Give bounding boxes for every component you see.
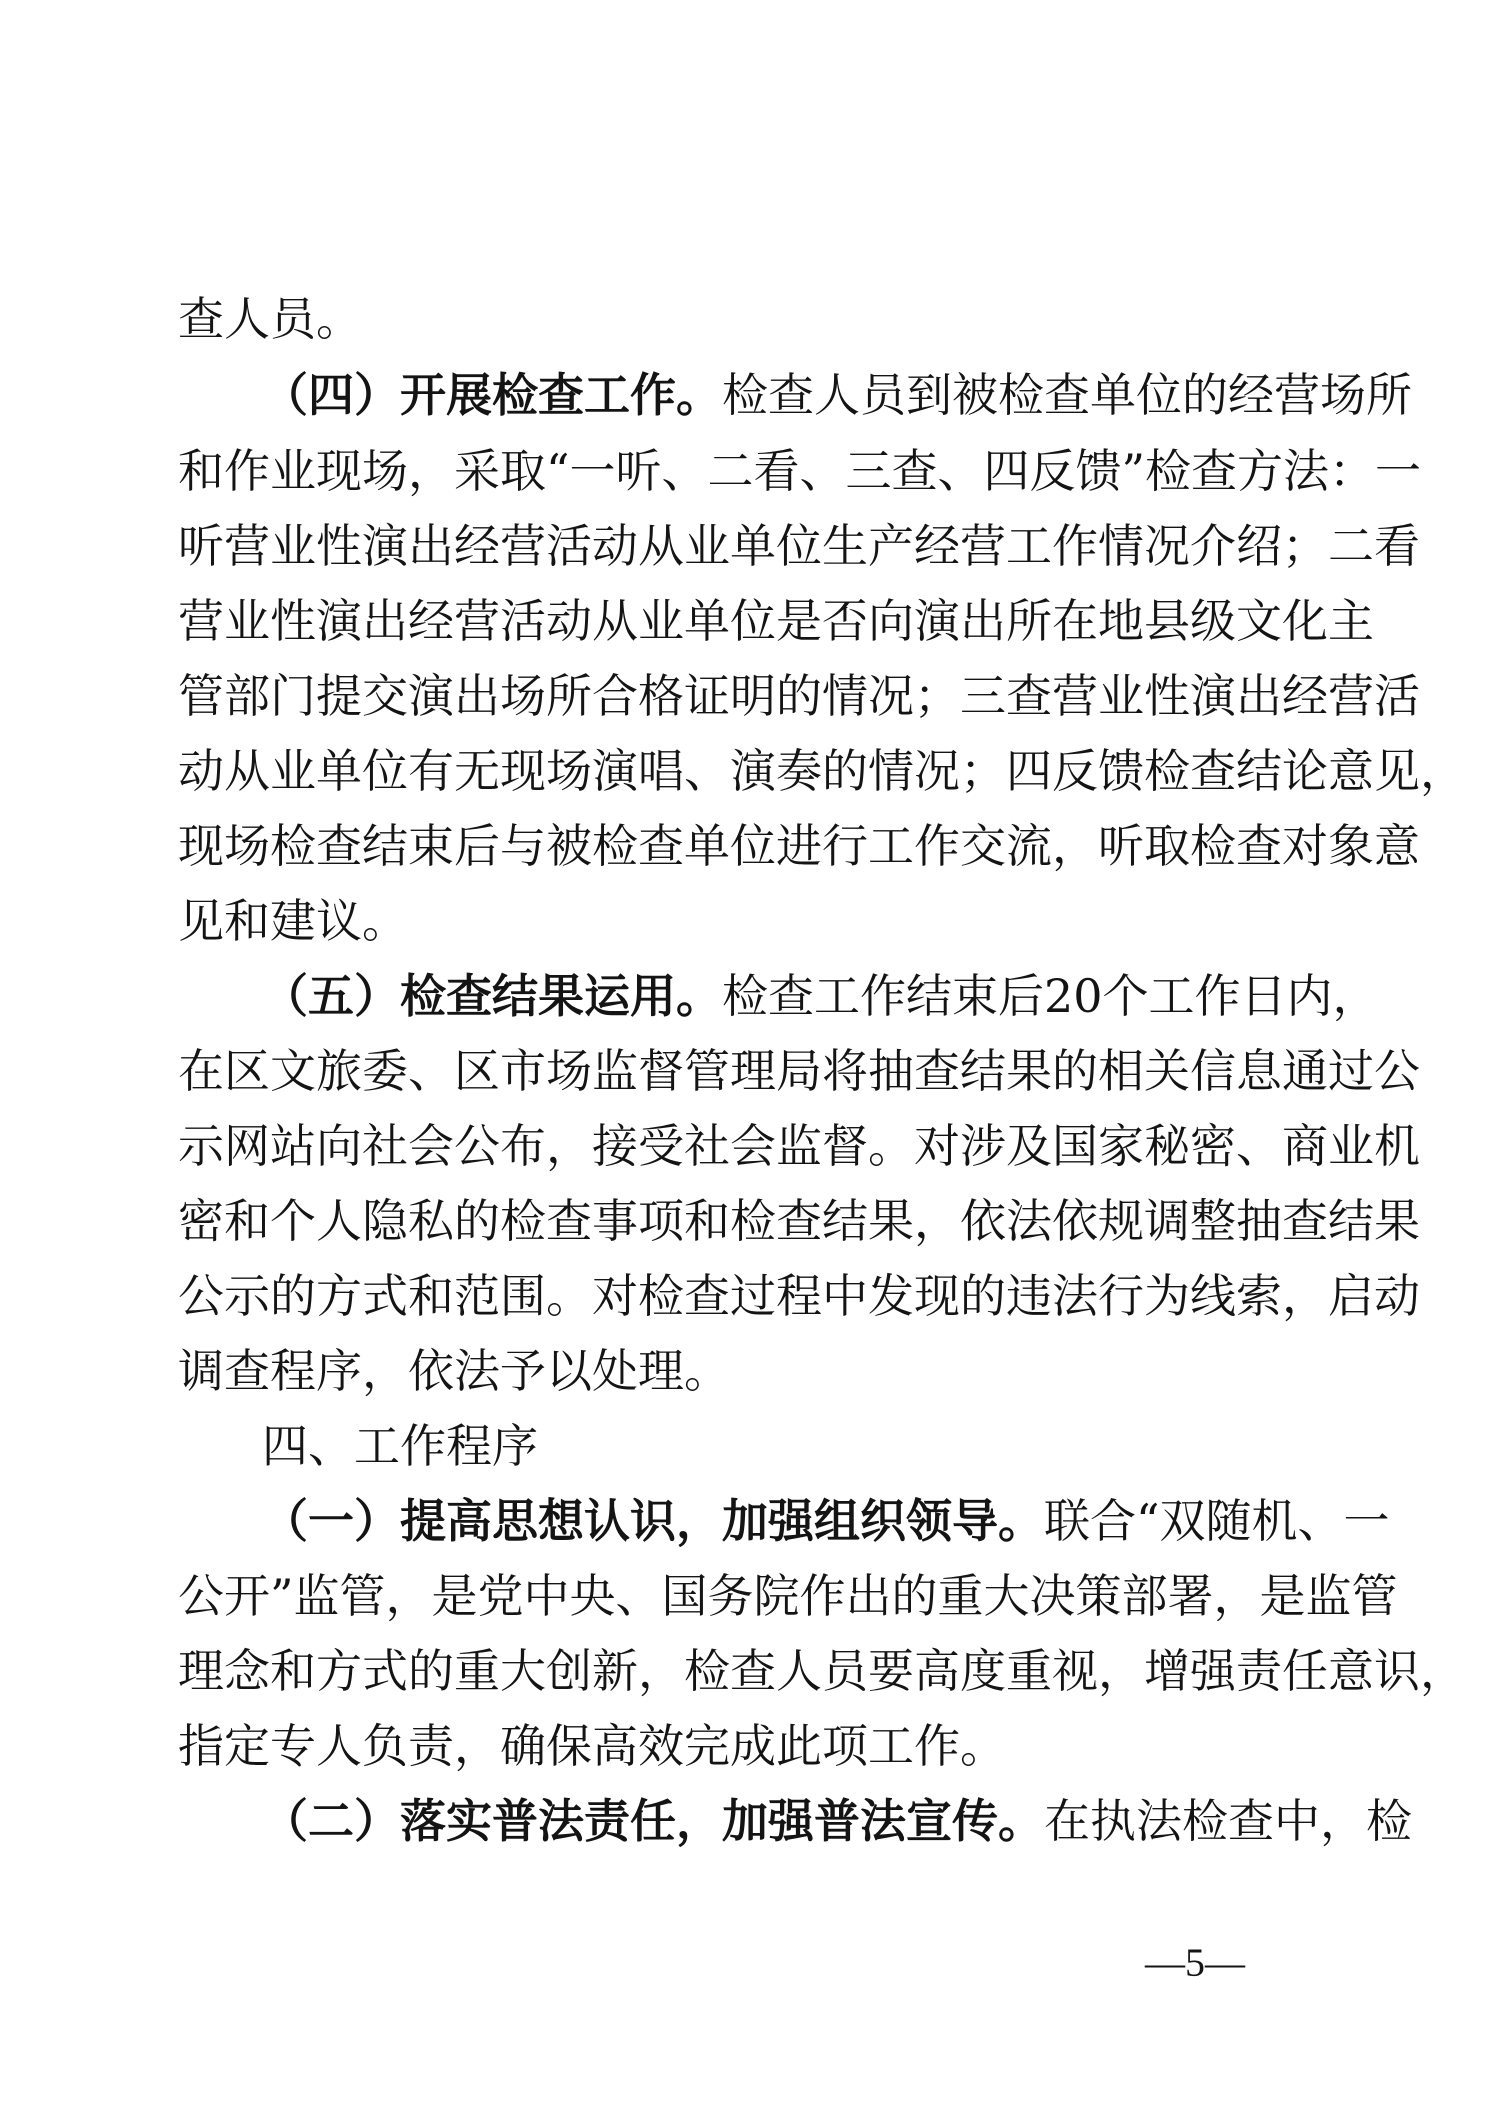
text-line: 和作业现场，采取“一听、二看、三查、四反馈”检查方法：一 (178, 444, 1422, 498)
text-line: 在区文旅委、区市场监督管理局将抽查结果的相关信息通过公 (178, 1044, 1420, 1098)
text-line: （五）检查结果运用。检查工作结束后20个工作日内， (262, 969, 1379, 1023)
text-line: 理念和方式的重大创新，检查人员要高度重视，增强责任意识， (178, 1644, 1466, 1698)
text-line: 听营业性演出经营活动从业单位生产经营工作情况介绍；二看 (178, 519, 1420, 573)
text-line: 查人员。 (178, 292, 362, 346)
section-heading: 四、工作程序 (262, 1419, 538, 1473)
text-line: 现场检查结束后与被检查单位进行工作交流，听取检查对象意 (178, 819, 1420, 873)
text-line: 营业性演出经营活动从业单位是否向演出所在地县级文化主 (178, 594, 1374, 648)
text-line: 公示的方式和范围。对检查过程中发现的违法行为线索，启动 (178, 1269, 1420, 1323)
text-line: 公开”监管，是党中央、国务院作出的重大决策部署，是监管 (178, 1569, 1398, 1623)
text-line: （四）开展检查工作。检查人员到被检查单位的经营场所 (262, 368, 1412, 422)
subheading: （四）开展检查工作。 (262, 368, 722, 422)
text-line: 密和个人隐私的检查事项和检查结果，依法依规调整抽查结果 (178, 1194, 1420, 1248)
subheading: （一）提高思想认识，加强组织领导。 (262, 1494, 1044, 1548)
text-line: 见和建议。 (178, 894, 408, 948)
page-number: —5— (1145, 1940, 1245, 1985)
text-line: 动从业单位有无现场演唱、演奏的情况；四反馈检查结论意见， (178, 744, 1466, 798)
text-line: 指定专人负责，确保高效完成此项工作。 (178, 1719, 1006, 1773)
text-line: （二）落实普法责任，加强普法宣传。在执法检查中，检 (262, 1794, 1412, 1848)
subheading: （五）检查结果运用。 (262, 969, 722, 1023)
subheading: （二）落实普法责任，加强普法宣传。 (262, 1794, 1044, 1848)
text-line: 示网站向社会公布，接受社会监督。对涉及国家秘密、商业机 (178, 1119, 1420, 1173)
text-line: 管部门提交演出场所合格证明的情况；三查营业性演出经营活 (178, 669, 1420, 723)
text-line: 调查程序，依法予以处理。 (178, 1344, 730, 1398)
text-line: （一）提高思想认识，加强组织领导。联合“双随机、一 (262, 1494, 1390, 1548)
